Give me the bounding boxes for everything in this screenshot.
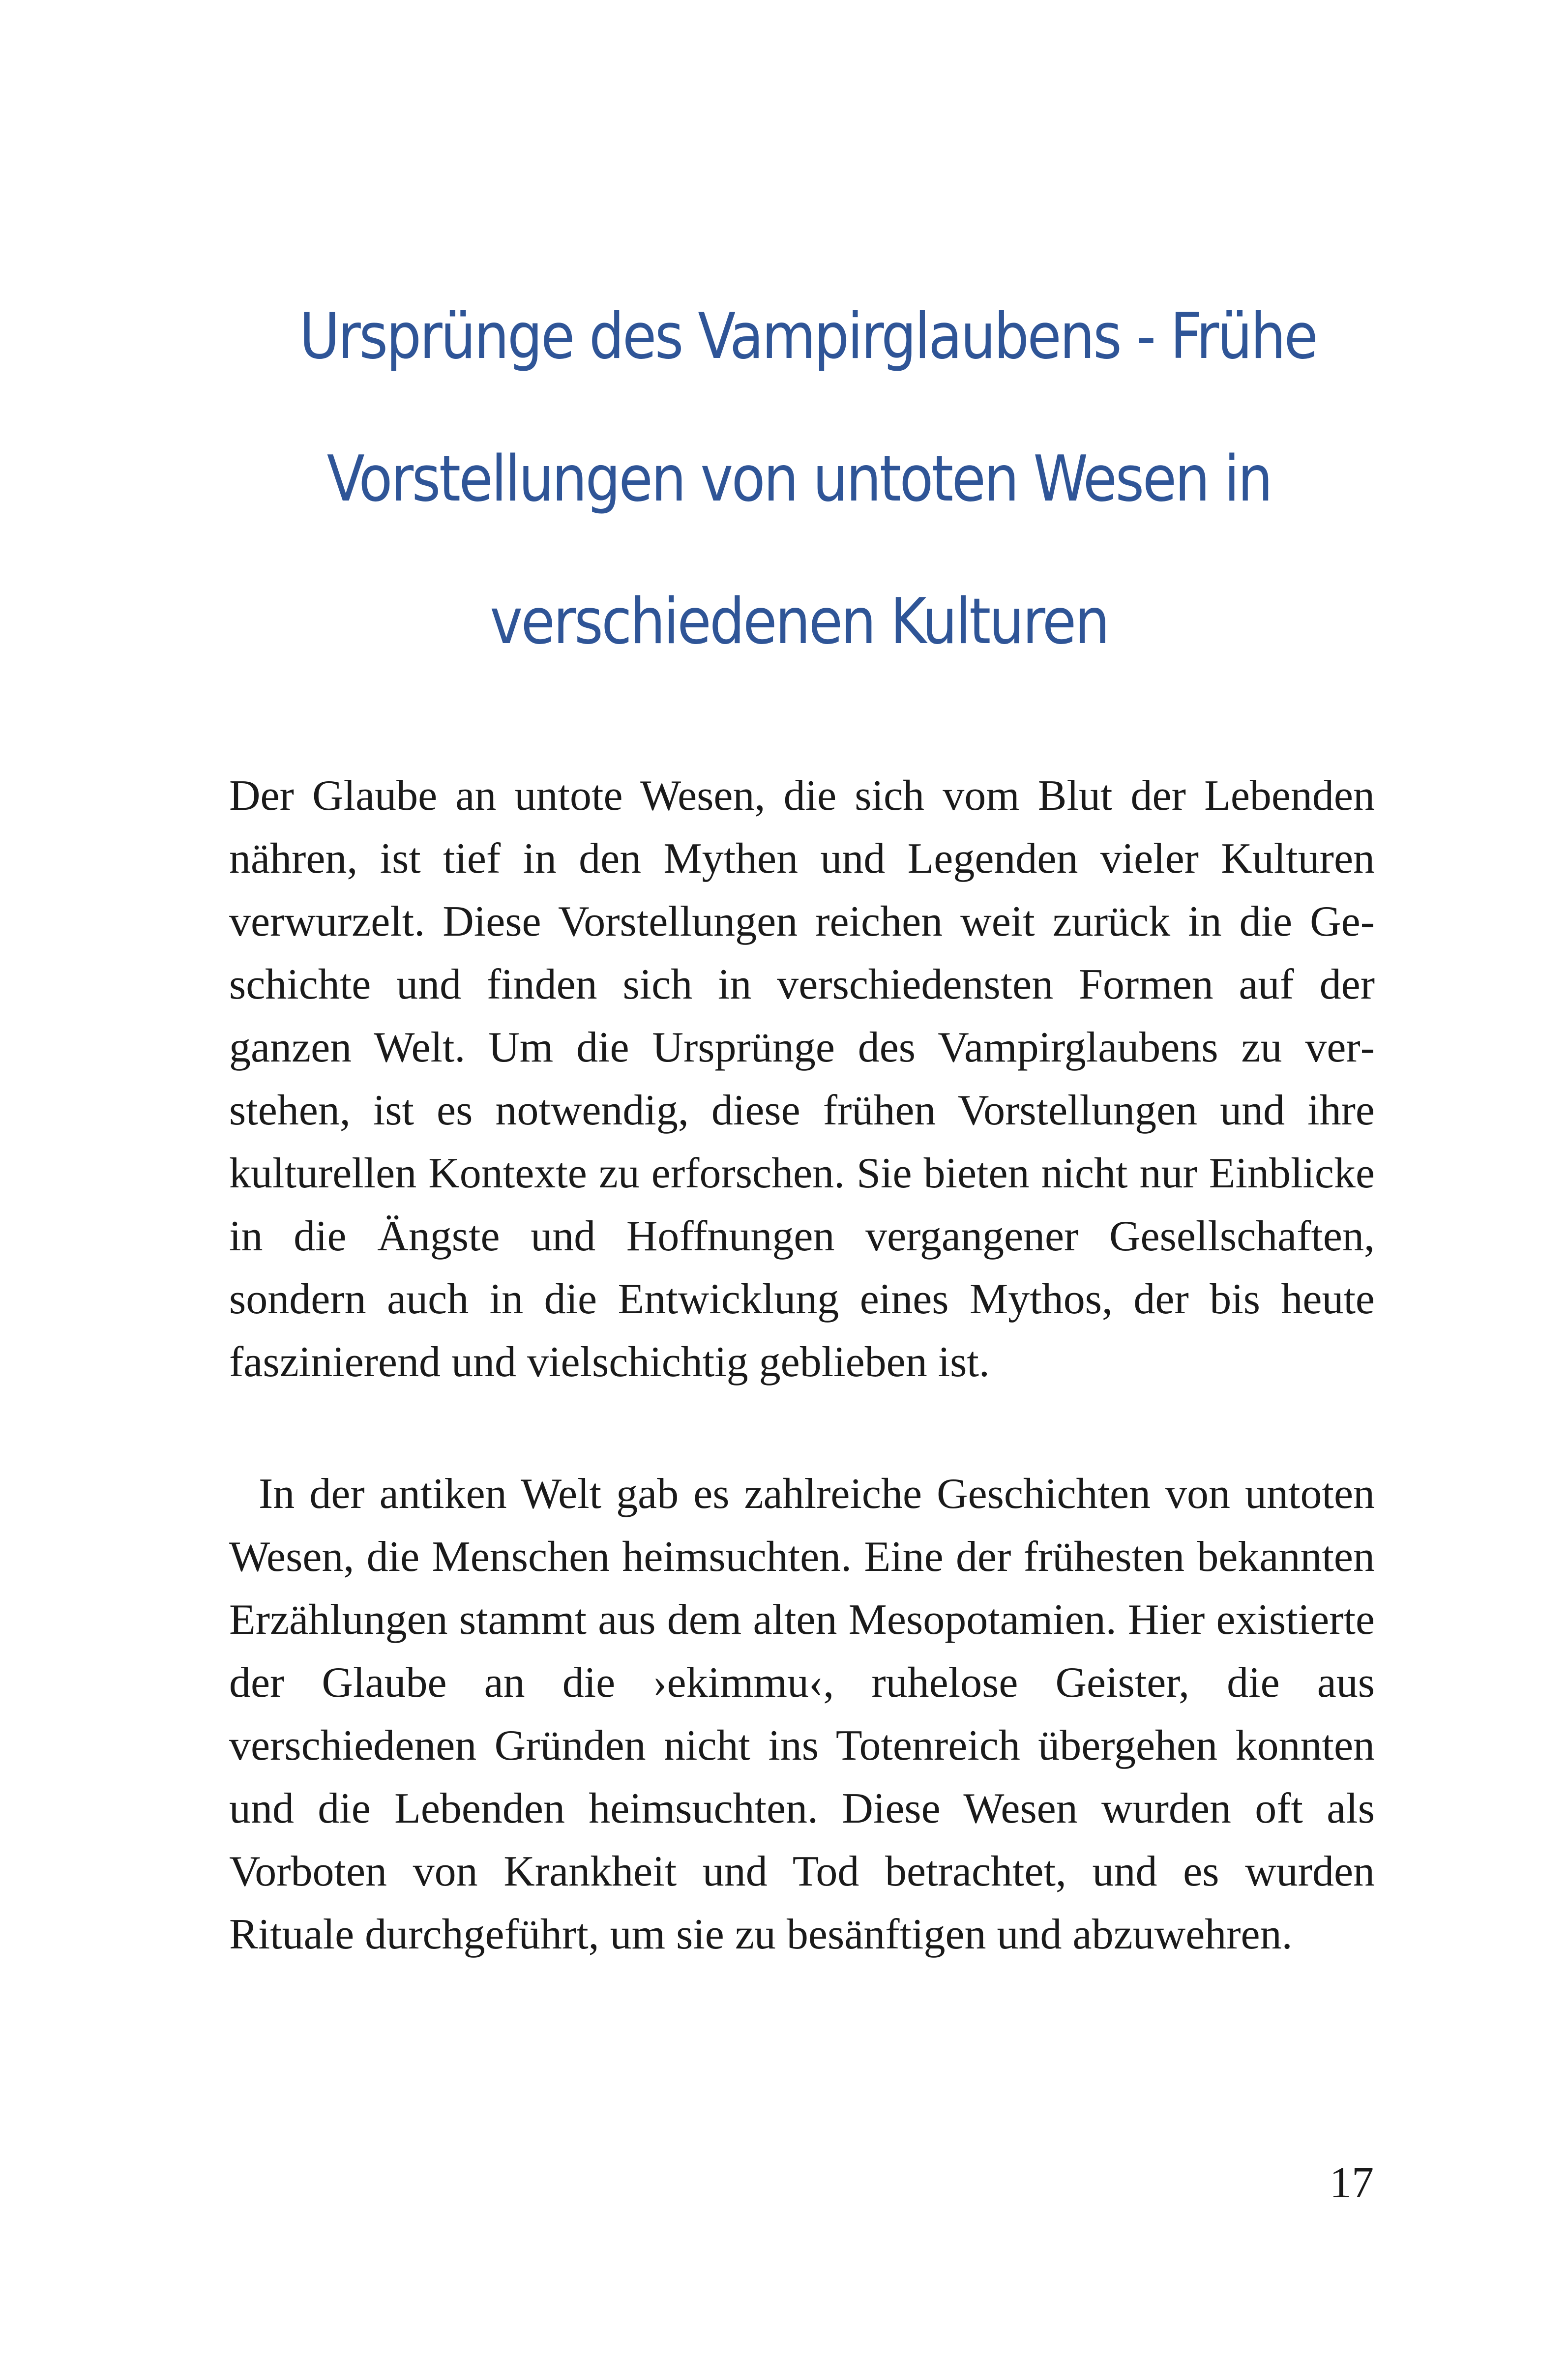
chapter-title: [299, 266, 1317, 693]
chapter-title-line-1: Ursprünge des Vampirglaubens - Frühe: [299, 300, 1317, 373]
body-paragraph-2: In der antiken Welt gab es zahlreiche Geschichten von untoten Wesen, die Menschen heimsuchten. Eine der frühesten bekannten Erzählungen stammt aus dem alten Mesopotamien. Hier existierte der Glaube an die ›ekimmu‹, ruhelose Geister, die aus verschiedenen Gründen nicht ins Totenreich übergehen konnten und die Lebenden heimsuchten. Diese Wesen wurden oft als Vorboten von Krankheit und Tod betrachtet, und es wurden Rituale durchgeführt, um sie zu besänftigen und abzuwehren.: [229, 1470, 1375, 1958]
page-number: 17: [1330, 2158, 1374, 2207]
body-paragraph-1: Der Glaube an untote Wesen, die sich vom Blut der Lebenden nähren, ist tief in den Mythen und Legenden vieler Kulturen verwurzelt. Diese Vorstellungen reichen weit zurück in die Geschichte und finden sich in verschiedensten Formen auf der ganzen Welt. Um die Ursprünge des Vampirglaubens zu verstehen, ist es notwendig, diese frühen Vorstellungen und ihre kulturellen Kontexte zu erforschen. Sie bieten nicht nur Einblicke in die Ängste und Hoffnungen vergangener Gesellschaften, sondern auch in die Entwicklung eines Mythos, der bis heute faszinierend und vielschichtig geblieben ist.: [229, 772, 1375, 1386]
chapter-title-line-3: verschiedenen Kulturen: [490, 585, 1108, 658]
chapter-title-line-2: Vorstellungen von untoten Wesen in: [326, 442, 1272, 516]
